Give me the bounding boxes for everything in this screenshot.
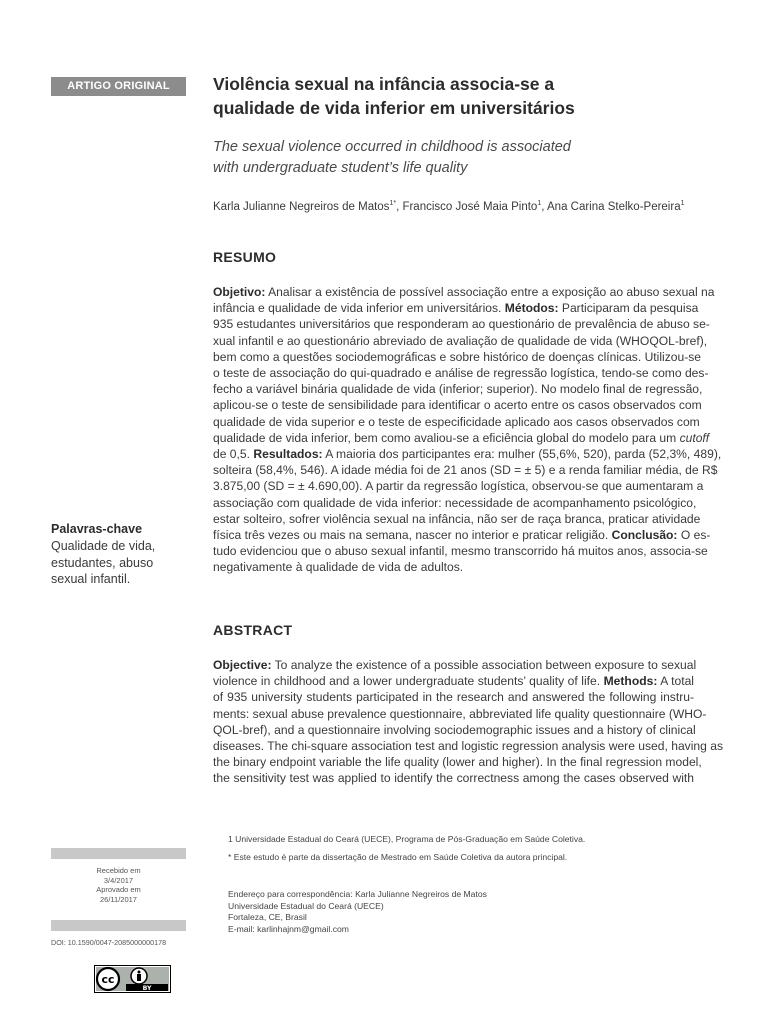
- author-name: Francisco José Maia Pinto: [402, 200, 538, 213]
- text-line: the binary endpoint variable the life quality (lower and higher). In the final regression model,: [213, 755, 702, 770]
- correspondence: [228, 889, 487, 935]
- text-line: Objective: To analyze the existence of a possible association between exposure to sexual: [213, 658, 697, 672]
- text-line: bem como a questões sociodemográficas e sobre histórico de doenças clínicas. Utilizou-se: [213, 349, 702, 364]
- text-line: associação com qualidade de vida inferior: necessidade de acompanhamento psicológico,: [213, 495, 697, 510]
- abstract-body: [213, 657, 724, 787]
- text-line: aplicou-se o teste de sensibilidade para identificar o acerto entre os casos observados com: [213, 398, 702, 413]
- keyword-line: estudantes, abuso: [51, 555, 154, 570]
- title-line: Violência sexual na infância associa-se a: [213, 74, 555, 94]
- affiliation-footnote: 1 Universidade Estadual do Ceará (UECE), Programa de Pós-Graduação em Saúde Coletiva.: [228, 834, 586, 844]
- author-sup: 1: [680, 200, 685, 207]
- keyword-line: Qualidade de vida,: [51, 539, 156, 553]
- divider-bar: [51, 848, 186, 859]
- text-line: o teste de associação do qui-quadrado e análise de regressão logística, tendo-se como des-: [213, 366, 709, 381]
- divider-bar: [51, 920, 186, 931]
- keywords-list: [51, 538, 201, 588]
- text-line: física três vezes ou mais na semana, nascer no interior e praticar religião. Conclusão: O es-: [213, 528, 711, 543]
- text-line: de 0,5. Resultados: A maioria dos participantes era: mulher (55,6%, 520), parda (52,3%, 489),: [213, 447, 722, 462]
- text-line: tudo evidenciou que o abuso sexual infantil, mesmo transcorrido há muitos anos, associa-se: [213, 544, 708, 559]
- author-name: Karla Julianne Negreiros de Matos: [213, 200, 390, 213]
- cc-symbol: cc: [101, 973, 115, 986]
- correspondence-line: Endereço para correspondência: Karla Julianne Negreiros de Matos: [228, 889, 487, 899]
- text-line: 3.875,00 (SD = ± 4.690,00). A partir da regressão logística, observou-se que aumentaram a: [213, 479, 704, 494]
- correspondence-line: Universidade Estadual do Ceará (UECE): [228, 900, 384, 911]
- keyword-line: sexual infantil.: [51, 572, 131, 586]
- resumo-heading: RESUMO: [213, 249, 277, 265]
- abstract-heading: ABSTRACT: [213, 622, 293, 638]
- subtitle-line: with undergraduate student’s life quality: [213, 160, 468, 176]
- text-line: Objetivo: Analisar a existência de possível associação entre a exposição ao abuso sexual na: [213, 285, 715, 299]
- text-line: diseases. The chi-square association test and logistic regression analysis were used, having as: [213, 739, 724, 754]
- text-line: negativamente à qualidade de vida de adultos.: [213, 560, 464, 575]
- author-name: Ana Carina Stelko-Pereira: [547, 200, 681, 213]
- correspondence-line: Fortaleza, CE, Brasil: [228, 912, 307, 922]
- text-line: ments: sexual abuse prevalence questionnaire, abbreviated life quality questionnaire (WHO-: [213, 706, 707, 721]
- text-line: fecho a variável binária qualidade de vida (inferior; superior). No modelo final de regressão,: [213, 382, 703, 397]
- text-line: 935 estudantes universitários que responderam ao questionário de prevalência de abuso se-: [213, 317, 710, 332]
- cc-by-license-badge[interactable]: [94, 965, 171, 993]
- resumo-body: [213, 284, 722, 576]
- date-line: 26/11/2017: [100, 894, 137, 904]
- text-line: violence in childhood and a lower undergraduate students’ quality of life. Methods: A total: [213, 674, 694, 689]
- text-line: of 935 university students participated in the research and answered the following instru-: [213, 690, 694, 705]
- keywords-label: Palavras-chave: [51, 522, 143, 536]
- author-sup: 1: [537, 200, 542, 207]
- by-label: BY: [142, 985, 152, 993]
- section-badge: ARTIGO ORIGINAL: [51, 77, 186, 96]
- date-line: 3/4/2017: [103, 875, 134, 885]
- author-sup: 1*: [389, 200, 397, 207]
- submission-dates: [51, 866, 186, 904]
- text-line: qualidade de vida superior e o teste de especificidade aplicado aos casos observados com: [213, 414, 700, 429]
- study-footnote: * Este estudo é parte da dissertação de Mestrado em Saúde Coletiva da autora principal.: [228, 852, 568, 862]
- subtitle-line: The sexual violence occurred in childhood is associated: [213, 139, 571, 155]
- doi[interactable]: DOI: 10.1590/0047-2085000000178: [51, 938, 167, 947]
- article-title: [213, 72, 733, 120]
- text-line: solteira (58,4%, 546). A idade média foi de 21 anos (SD = ± 5) e a renda familiar média, de R$: [213, 463, 718, 478]
- authors: Karla Julianne Negreiros de Matos$^{1*}$, Francisco José Maia Pinto$^1$, Ana Carina Stelko-Pereira$^1$: [213, 200, 685, 213]
- text-line: estar solteiro, sofrer violência sexual na infância, não ser de raça branca, praticar atividade: [213, 511, 701, 526]
- text-line: the sensitivity test was applied to identify the correctness among the cases observed with: [213, 771, 694, 786]
- text-line: xual infantil e ao questionário abreviado de avaliação de qualidade de vida (WHOQOL-bref),: [213, 333, 708, 348]
- text-line: infância e qualidade de vida inferior em universitários. Métodos: Participaram da pesquisa: [213, 301, 699, 316]
- text-line: qualidade de vida inferior, bem como avaliou-se a eficiência global do modelo para um cutoff: [213, 430, 710, 445]
- title-line: qualidade de vida inferior em universitários: [213, 98, 575, 118]
- article-subtitle: [213, 137, 733, 179]
- cc-by-icon: [94, 965, 171, 993]
- date-line: Recebido em: [96, 866, 141, 875]
- correspondence-email[interactable]: E-mail: karlinhajnm@gmail.com: [228, 923, 349, 934]
- text-line: QOL-bref), and a questionnaire involving sociodemographic issues and a history of clinical: [213, 722, 696, 737]
- date-line: Aprovado em: [96, 885, 141, 894]
